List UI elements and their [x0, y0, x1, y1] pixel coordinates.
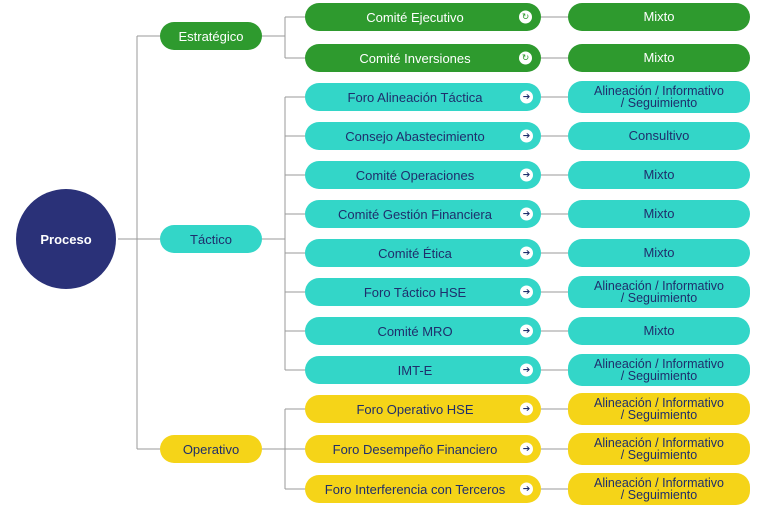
result-text [643, 169, 674, 181]
node-comité-ejecutivo[interactable] [305, 3, 541, 31]
node-foro-operativo-hse[interactable] [305, 395, 541, 423]
result-text [643, 247, 674, 259]
result-text [594, 477, 724, 501]
node-label: Foro Interferencia con Terceros [324, 481, 506, 497]
node-label: Comité Ejecutivo [366, 9, 464, 25]
result-line: Mixto [643, 245, 675, 260]
node-foro-alineación-táctica[interactable] [305, 83, 541, 111]
result-badge [568, 317, 750, 345]
refresh-icon[interactable]: ↻ [518, 10, 533, 25]
result-line: Alineación / Informativo [594, 436, 724, 450]
node-label: Comité Operaciones [355, 167, 475, 183]
arrow-right-icon[interactable]: ➔ [520, 364, 533, 377]
category-label: Táctico [190, 231, 232, 247]
arrow-right-icon[interactable]: ➔ [520, 208, 533, 221]
result-line: / Seguimiento [620, 408, 698, 422]
result-badge [568, 276, 750, 308]
arrow-right-icon[interactable]: ➔ [520, 325, 533, 338]
result-line: Mixto [643, 323, 675, 338]
result-text [594, 85, 724, 109]
node-comité-inversiones[interactable] [305, 44, 541, 72]
arrow-right-icon[interactable]: ➔ [520, 91, 533, 104]
root-node-proceso [16, 189, 116, 289]
arrow-right-icon[interactable]: ➔ [520, 443, 533, 456]
category-tactico [160, 225, 262, 253]
result-line: Mixto [643, 9, 675, 24]
node-label: Comité Gestión Financiera [338, 206, 492, 222]
node-foro-táctico-hse[interactable] [305, 278, 541, 306]
node-label: Comité Ética [378, 245, 452, 261]
node-label: IMT-E [397, 362, 433, 378]
result-line: Alineación / Informativo [594, 357, 724, 371]
result-badge [568, 44, 750, 72]
result-text [594, 437, 724, 461]
result-text [594, 358, 724, 382]
refresh-icon[interactable]: ↻ [518, 51, 533, 66]
result-line: Alineación / Informativo [594, 396, 724, 410]
result-text [594, 397, 724, 421]
result-line: Mixto [643, 206, 675, 221]
result-text [643, 325, 674, 337]
node-label: Foro Operativo HSE [356, 401, 474, 417]
node-comité-mro[interactable] [305, 317, 541, 345]
node-comité-gestión-financiera[interactable] [305, 200, 541, 228]
result-badge [568, 200, 750, 228]
result-text [643, 208, 674, 220]
category-label: Operativo [182, 441, 240, 457]
result-line: Mixto [643, 50, 675, 65]
category-operativo [160, 435, 262, 463]
result-badge [568, 473, 750, 505]
result-badge [568, 393, 750, 425]
category-estrategico [160, 22, 262, 50]
result-text [643, 52, 674, 64]
arrow-right-icon[interactable]: ➔ [520, 169, 533, 182]
arrow-right-icon[interactable]: ➔ [520, 483, 533, 496]
result-badge [568, 3, 750, 31]
result-line: Alineación / Informativo [594, 476, 724, 490]
node-label: Comité MRO [377, 323, 453, 339]
result-badge [568, 81, 750, 113]
result-badge [568, 433, 750, 465]
result-line: / Seguimiento [620, 96, 698, 110]
result-line: Mixto [643, 167, 675, 182]
result-line: / Seguimiento [620, 448, 698, 462]
node-label: Comité Inversiones [359, 50, 471, 66]
result-text [629, 130, 690, 142]
result-badge [568, 161, 750, 189]
node-label: Foro Alineación Táctica [347, 89, 483, 105]
result-line: / Seguimiento [620, 369, 698, 383]
node-label: Foro Táctico HSE [363, 284, 467, 300]
node-label: Consejo Abastecimiento [345, 128, 485, 144]
category-label: Estratégico [178, 28, 244, 44]
arrow-right-icon[interactable]: ➔ [520, 286, 533, 299]
arrow-right-icon[interactable]: ➔ [520, 247, 533, 260]
result-badge [568, 122, 750, 150]
result-line: / Seguimiento [620, 488, 698, 502]
arrow-right-icon[interactable]: ➔ [520, 403, 533, 416]
node-comité-operaciones[interactable] [305, 161, 541, 189]
arrow-right-icon[interactable]: ➔ [520, 130, 533, 143]
root-label: Proceso [40, 231, 92, 247]
node-label: Foro Desempeño Financiero [332, 441, 498, 457]
result-line: Consultivo [628, 128, 690, 143]
result-line: Alineación / Informativo [594, 279, 724, 293]
node-foro-desempeño-financiero[interactable] [305, 435, 541, 463]
node-imt-e[interactable] [305, 356, 541, 384]
result-badge [568, 239, 750, 267]
node-consejo-abastecimiento[interactable] [305, 122, 541, 150]
node-foro-interferencia-con-terceros[interactable] [305, 475, 541, 503]
result-badge [568, 354, 750, 386]
result-line: Alineación / Informativo [594, 84, 724, 98]
node-comité-ética[interactable] [305, 239, 541, 267]
result-line: / Seguimiento [620, 291, 698, 305]
result-text [594, 280, 724, 304]
result-text [643, 11, 674, 23]
